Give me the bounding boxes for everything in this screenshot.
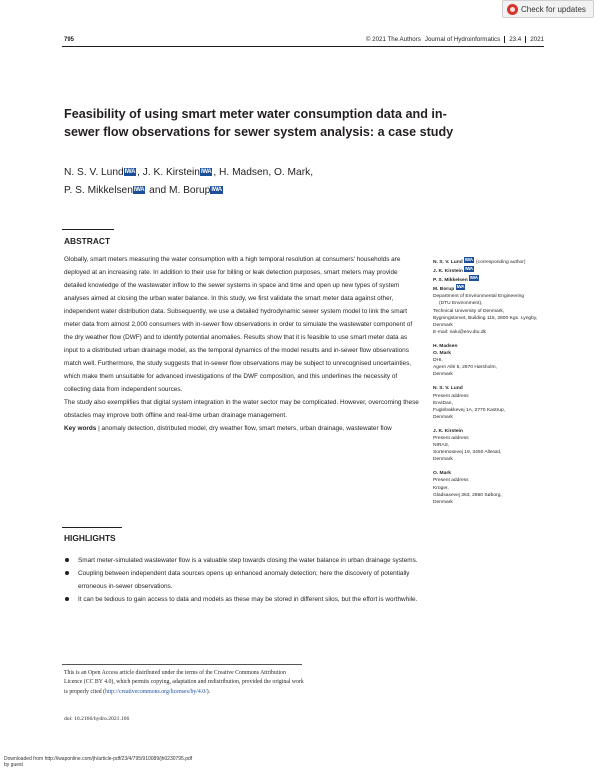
address-line: Department of Environmental Engineering xyxy=(433,294,525,300)
author-name: N. S. V. Lund xyxy=(433,260,463,265)
highlight-text: Smart meter-simulated wastewater flow is a valuable step towards closing the water balance in urban drainage systems. xyxy=(78,557,418,564)
abstract-heading: ABSTRACT xyxy=(64,236,111,246)
iwa-badge-icon[interactable]: IWA xyxy=(200,169,212,175)
doi[interactable]: doi: 10.2166/hydro.2021.166 xyxy=(64,716,130,722)
keywords-list: anomaly detection, distributed model, dry weather flow, smart meters, urban drainage, wastewater flow xyxy=(101,425,392,432)
header-separator xyxy=(504,36,505,43)
address-line: Denmark xyxy=(433,457,453,463)
download-watermark xyxy=(4,756,192,768)
address-line: Agern Allé 5, 2970 Hørsholm, xyxy=(433,365,497,371)
address-line: DHI, xyxy=(433,358,443,364)
year: 2021 xyxy=(530,36,544,43)
abstract-paragraph: Globally, smart meters measuring the water consumption with a high temporal resolution at consumers' households are deployed at an increasing rate. In addition to their use for billing or leak detection purposes, smart meters may provide detailed knowledge of the wastewater inflow to the sewer systems in space and time and open up new types of system analyses aimed at closing the urban water balance. In this study, we first validate the smart meter data against other, independent water distribution data. Subsequently, we use a detailed hydrodynamic sewer system model to link the smart meter data from almost 2,000 consumers with in-sewer flow observations in order to simulate the wastewater component of the dry weather flow (DWF) and to identify potential anomalies. Results show that it is feasible to use smart meter data as input to a distributed urban drainage model, as the temporal dynamics of the model results and in-sewer flow observations match well. Furthermore, the study suggests that in-sewer flow observations may be subject to unrecognised uncertainties, which make them unsuitable for advanced investigations of the DWF composition, and this underlines the necessity of collecting data from independent sources. xyxy=(64,256,413,393)
author-name: O. Mark xyxy=(433,351,451,357)
author-name: J. K. Kirstein xyxy=(433,428,463,434)
address-line: Present address xyxy=(433,393,469,399)
address-line: Bygningstorvet, Building 115, 2800 Kgs. Lyngby, xyxy=(433,315,538,321)
author-name: , H. Madsen, O. Mark, xyxy=(213,167,314,178)
address-line: NIRAS, xyxy=(433,443,450,449)
address-line: Krüger, xyxy=(433,485,449,491)
affiliation-dtu xyxy=(433,257,573,336)
update-badge-icon xyxy=(507,4,518,15)
iwa-badge-icon[interactable]: IWA xyxy=(211,187,222,193)
abstract-body xyxy=(64,253,419,435)
highlight-text: Coupling between independent data sources opens up enhanced anomaly detection; here the discovery of potentially erroneous in-sewer observations. xyxy=(78,570,410,590)
header-separator xyxy=(525,36,526,43)
license-tail: ). xyxy=(206,688,211,695)
license-note xyxy=(64,669,304,697)
iwa-badge-icon[interactable]: IWA xyxy=(124,169,136,175)
list-item xyxy=(64,567,424,593)
header-rule xyxy=(62,46,544,47)
footnote-rule xyxy=(62,664,302,665)
download-line: Downloaded from http://iwaponline.com/jh/article-pdf/23/4/795/910089/jh0230795.pdf xyxy=(4,756,193,762)
volume-issue: 23.4 xyxy=(509,36,522,43)
list-item xyxy=(64,593,424,606)
email[interactable]: E-mail: nalu@env.dtu.dk xyxy=(433,329,486,335)
keywords-label: Key words xyxy=(64,425,97,432)
address-line: Denmark xyxy=(433,499,453,505)
address-line: Gladsaxevej 363, 2860 Søborg, xyxy=(433,492,502,498)
author-list xyxy=(64,164,394,200)
author-name: , J. K. Kirstein xyxy=(137,167,200,178)
address-line: Present address xyxy=(433,478,469,484)
highlights-list xyxy=(64,554,424,606)
affiliation-dhi xyxy=(433,343,573,378)
iwa-badge-icon[interactable]: IWA xyxy=(470,275,478,281)
check-for-updates-label: Check for updates xyxy=(521,5,586,14)
license-text: This is an Open Access article distributed under the terms of the Creative Commons Attribution Licence (CC BY 4.0), which permits copying, adaptation and redistribution, provided the original work is properly cited ( xyxy=(64,670,304,695)
address-line: Denmark xyxy=(433,322,453,328)
affiliation-kruger xyxy=(433,470,573,505)
address-line: Present address xyxy=(433,435,469,441)
affiliation-niras xyxy=(433,428,573,463)
author-name: N. S. V. Lund xyxy=(433,386,463,392)
address-line: Technical University of Denmark, xyxy=(433,308,505,314)
corresponding-note: (corresponding author) xyxy=(474,260,526,265)
copyright: © 2021 The Authors xyxy=(365,36,421,43)
download-line: by guest xyxy=(4,762,23,768)
license-link[interactable]: http://creativecommons.org/licenses/by/4.0/ xyxy=(105,688,207,695)
iwa-badge-icon[interactable]: IWA xyxy=(465,266,473,272)
address-line: Denmark xyxy=(433,414,453,420)
address-line: Fuglebakkevej 1A, 2770 Kastrup, xyxy=(433,407,506,413)
keywords-separator: | xyxy=(96,425,102,432)
author-name: H. Madsen xyxy=(433,343,458,349)
running-header xyxy=(366,36,544,43)
abstract-rule xyxy=(62,229,114,230)
iwa-badge-icon[interactable]: IWA xyxy=(465,257,473,262)
address-line: Denmark xyxy=(433,372,453,378)
iwa-badge-icon[interactable]: IWA xyxy=(133,187,145,193)
list-item xyxy=(64,554,424,567)
author-name: J. K. Kirstein xyxy=(433,269,463,275)
address-line: EnviDan, xyxy=(433,400,453,406)
highlights-rule xyxy=(62,527,122,528)
address-line: (DTU Environment), xyxy=(439,301,483,307)
author-name: P. S. Mikkelsen xyxy=(433,278,468,284)
article-title: Feasibility of using smart meter water consumption data and in-sewer flow observations for sewer system analysis: a case study xyxy=(64,107,454,139)
affiliation-envidan xyxy=(433,385,573,420)
highlight-text: It can be tedious to gain access to data and models as these may be stored in different silos, but the effort is worthwhile. xyxy=(78,596,418,603)
author-name: P. S. Mikkelsen xyxy=(64,185,133,196)
bullet-icon xyxy=(65,571,69,575)
bullet-icon xyxy=(65,558,69,562)
highlights-heading: HIGHLIGHTS xyxy=(64,533,116,543)
page-number: 795 xyxy=(64,37,75,43)
author-name: and M. Borup xyxy=(146,185,211,196)
author-name: N. S. V. Lund xyxy=(64,167,124,178)
address-line: Sortemosevej 19, 3450 Allerød, xyxy=(433,450,502,456)
keywords xyxy=(64,422,419,435)
check-for-updates-button[interactable] xyxy=(502,0,594,18)
abstract-paragraph: The study also exemplifies that digital system integration in the water sector may be complicated. However, overcoming these obstacles may improve both offline and real-time urban drainage management. xyxy=(64,399,419,419)
author-name: M. Borup xyxy=(433,287,455,293)
iwa-badge-icon[interactable]: IWA xyxy=(456,284,465,290)
bullet-icon xyxy=(65,597,69,601)
affiliations xyxy=(433,257,573,513)
journal-name: Journal of Hydroinformatics xyxy=(424,36,501,43)
author-name: O. Mark xyxy=(433,471,451,477)
